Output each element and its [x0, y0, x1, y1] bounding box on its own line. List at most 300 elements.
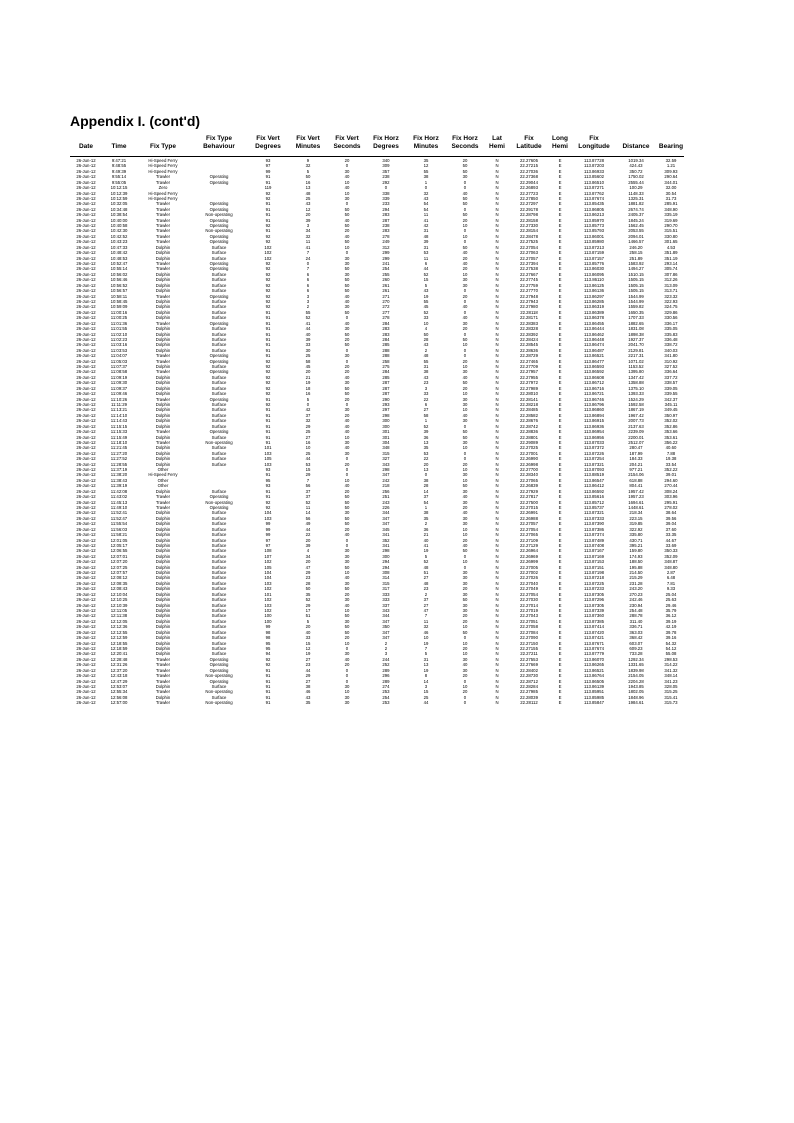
cell-horz-degrees: 289: [382, 667, 390, 673]
cell-distance: 1562.45: [628, 223, 644, 229]
cell-horz-seconds: 50: [462, 212, 468, 218]
cell-time: 12:08:35: [110, 580, 128, 586]
cell-distance: 609.23: [629, 645, 643, 651]
column-header-line2: Bearing: [658, 143, 684, 150]
cell-fix-type: Other: [157, 483, 169, 489]
cell-horz-degrees: 317: [382, 586, 390, 592]
cell-distance: 1510.15: [628, 271, 644, 277]
cell-horz-minutes: 44: [423, 700, 429, 706]
cell-horz-minutes: 39: [423, 239, 429, 245]
cell-behaviour: Surface: [211, 309, 227, 315]
cell-time: 12:12:36: [110, 624, 128, 630]
cell-horz-degrees: 309: [382, 163, 390, 169]
cell-horz-minutes: 33: [423, 391, 429, 397]
cell-longitude: 113.87321: [584, 461, 604, 467]
cell-horz-seconds: 30: [462, 591, 468, 597]
cell-fix-type: Dolphin: [155, 629, 171, 635]
cell-vert-minutes: 51: [305, 613, 311, 619]
cell-behaviour: Surface: [211, 564, 227, 570]
cell-fix-type: Dolphin: [155, 418, 171, 424]
column-header-line1: Fix Type: [206, 135, 232, 142]
cell-vert-minutes: 52: [305, 597, 311, 603]
cell-horz-minutes: 54: [423, 499, 429, 505]
cell-fix-type: Dolphin: [155, 537, 171, 543]
cell-longitude: 113.86936: [584, 423, 604, 429]
cell-horz-degrees: 327: [382, 456, 390, 462]
cell-horz-seconds: 10: [462, 445, 468, 451]
cell-vert-minutes: 56: [305, 483, 311, 489]
cell-bearing: 55.08: [665, 651, 677, 657]
cell-vert-seconds: 30: [344, 618, 350, 624]
cell-distance: 733.28: [629, 651, 643, 657]
cell-horz-degrees: 300: [382, 418, 390, 424]
cell-vert-seconds: 50: [344, 277, 350, 283]
cell-vert-degrees: 92: [265, 282, 271, 288]
cell-time: 11:27:52: [110, 456, 128, 462]
cell-long-hemi: E: [558, 228, 562, 234]
cell-vert-degrees: 101: [264, 591, 272, 597]
cell-behaviour: Surface: [211, 488, 227, 494]
cell-bearing: 351.19: [664, 255, 678, 261]
cell-lat-hemi: N: [495, 597, 499, 603]
cell-horz-seconds: 0: [463, 678, 467, 684]
cell-date: 26-Jun-12: [76, 374, 96, 380]
cell-behaviour: Surface: [211, 602, 227, 608]
cell-horz-minutes: 35: [423, 158, 429, 163]
cell-longitude: 113.85951: [584, 689, 604, 695]
cell-horz-seconds: 20: [462, 385, 468, 391]
cell-bearing: 312.26: [664, 277, 678, 283]
column-header-line1: Fix Horz: [452, 135, 478, 142]
cell-bearing: 348.90: [664, 206, 678, 212]
cell-date: 26-Jun-12: [76, 689, 96, 695]
cell-behaviour: Operating: [209, 217, 229, 223]
cell-fix-type: Dolphin: [155, 342, 171, 348]
cell-vert-minutes: 42: [305, 407, 311, 413]
cell-bearing: 270.44: [664, 483, 678, 489]
cell-long-hemi: E: [558, 364, 562, 370]
cell-longitude: 113.85435: [584, 201, 604, 207]
cell-bearing: 315.51: [664, 228, 678, 234]
cell-date: 26-Jun-12: [76, 396, 96, 402]
cell-horz-degrees: 340: [382, 158, 390, 163]
cell-long-hemi: E: [558, 326, 562, 332]
cell-lat-hemi: N: [495, 564, 499, 570]
cell-longitude: 113.87254: [584, 456, 604, 462]
cell-date: 26-Jun-12: [76, 580, 96, 586]
cell-horz-minutes: 28: [423, 336, 429, 342]
cell-date: 26-Jun-12: [76, 651, 96, 657]
cell-vert-seconds: 30: [344, 407, 350, 413]
cell-lat-hemi: N: [495, 613, 499, 619]
cell-fix-type: Dolphin: [155, 553, 171, 559]
cell-bearing: 341.23: [664, 678, 678, 684]
cell-distance: 2129.81: [628, 347, 644, 353]
cell-fix-type: Trawler: [155, 396, 171, 402]
cell-latitude: 22.28383: [520, 320, 538, 326]
cell-horz-minutes: 54: [423, 201, 429, 207]
cell-horz-seconds: 30: [462, 580, 468, 586]
cell-horz-minutes: 58: [423, 412, 429, 418]
cell-longitude: 113.87218: [584, 575, 604, 581]
cell-vert-minutes: 20: [305, 537, 311, 543]
cell-fix-type: Other: [157, 477, 169, 483]
cell-longitude: 113.87728: [584, 158, 604, 163]
cell-date: 26-Jun-12: [76, 645, 96, 651]
cell-vert-seconds: 40: [344, 575, 350, 581]
cell-horz-seconds: 40: [462, 662, 468, 668]
cell-latitude: 22.27090: [520, 635, 538, 641]
cell-distance: 1358.88: [628, 380, 644, 386]
cell-latitude: 22.27745: [520, 277, 538, 283]
cell-longitude: 113.85980: [584, 239, 604, 245]
cell-date: 26-Jun-12: [76, 179, 96, 185]
column-header-line1: [136, 135, 190, 143]
cell-long-hemi: E: [558, 575, 562, 581]
cell-horz-degrees: 345: [382, 526, 390, 532]
cell-vert-minutes: 50: [305, 586, 311, 592]
cell-vert-degrees: 99: [265, 526, 271, 532]
cell-date: 26-Jun-12: [76, 597, 96, 603]
cell-bearing: 340.03: [664, 347, 678, 353]
cell-vert-degrees: 91: [265, 206, 271, 212]
cell-latitude: 22.28545: [520, 342, 538, 348]
cell-vert-minutes: 2: [306, 304, 310, 310]
cell-distance: 1707.33: [628, 315, 644, 321]
cell-time: 11:43:02: [110, 494, 128, 500]
cell-behaviour: Surface: [211, 380, 227, 386]
cell-distance: 2512.07: [628, 439, 644, 445]
cell-vert-minutes: 14: [305, 510, 311, 516]
cell-longitude: 113.85602: [584, 174, 604, 180]
cell-vert-degrees: 105: [264, 456, 272, 462]
cell-distance: 1845.24: [628, 217, 644, 223]
cell-horz-degrees: 244: [382, 656, 390, 662]
cell-behaviour: Operating: [209, 494, 229, 500]
cell-distance: 2405.37: [628, 212, 644, 218]
cell-bearing: 39.56: [665, 515, 677, 521]
cell-fix-type: Dolphin: [155, 559, 171, 565]
cell-behaviour: Operating: [209, 233, 229, 239]
cell-time: 12:11:38: [110, 613, 128, 619]
cell-latitude: 22.28392: [520, 331, 538, 337]
cell-lat-hemi: N: [495, 336, 499, 342]
cell-latitude: 22.27019: [520, 608, 538, 614]
cell-time: 12:56:08: [110, 694, 128, 700]
cell-longitude: 113.86547: [584, 477, 604, 483]
cell-vert-seconds: 10: [344, 190, 350, 196]
cell-horz-seconds: 40: [462, 304, 468, 310]
cell-lat-hemi: N: [495, 320, 499, 326]
cell-latitude: 22.27667: [520, 271, 538, 277]
cell-bearing: 336.64: [664, 369, 678, 375]
cell-fix-type: Dolphin: [155, 624, 171, 630]
cell-longitude: 113.87386: [584, 526, 604, 532]
cell-vert-minutes: 32: [305, 163, 311, 169]
cell-fix-type: Trawler: [155, 369, 171, 375]
cell-vert-degrees: 102: [264, 597, 272, 603]
cell-fix-type: Dolphin: [155, 304, 171, 310]
cell-long-hemi: E: [558, 168, 562, 174]
cell-bearing: 35.79: [665, 608, 677, 614]
cell-latitude: 22.26988: [520, 515, 538, 521]
cell-date: 26-Jun-12: [76, 266, 96, 272]
cell-horz-minutes: 54: [423, 206, 429, 212]
cell-longitude: 113.86378: [584, 315, 604, 321]
cell-horz-minutes: 1: [424, 179, 428, 185]
cell-latitude: 22.27850: [520, 195, 538, 201]
cell-vert-seconds: 30: [344, 580, 350, 586]
cell-horz-degrees: 350: [382, 624, 390, 630]
cell-date: 26-Jun-12: [76, 467, 96, 473]
cell-vert-degrees: 92: [265, 364, 271, 370]
cell-lat-hemi: N: [495, 195, 499, 201]
cell-lat-hemi: N: [495, 293, 499, 299]
cell-date: 26-Jun-12: [76, 401, 96, 407]
cell-longitude: 113.85970: [584, 217, 604, 223]
cell-horz-degrees: 287: [382, 385, 390, 391]
cell-time: 11:09:19: [110, 374, 128, 380]
cell-fix-type: Dolphin: [155, 315, 171, 321]
cell-behaviour: Operating: [209, 662, 229, 668]
column-header-vert-seconds: [328, 135, 366, 151]
cell-long-hemi: E: [558, 369, 562, 375]
cell-long-hemi: E: [558, 624, 562, 630]
cell-horz-degrees: 285: [382, 374, 390, 380]
cell-horz-seconds: 30: [462, 570, 468, 576]
cell-vert-degrees: 92: [265, 401, 271, 407]
cell-bearing: 338.72: [664, 342, 678, 348]
cell-fix-type: Dolphin: [155, 456, 171, 462]
cell-longitude: 113.87213: [584, 244, 604, 250]
cell-lat-hemi: N: [495, 434, 499, 440]
cell-fix-type: Dolphin: [155, 683, 171, 689]
cell-distance: 1750.02: [628, 174, 644, 180]
cell-bearing: 30.54: [665, 190, 677, 196]
cell-vert-seconds: 50: [344, 494, 350, 500]
cell-time: 12:06:55: [110, 548, 128, 554]
cell-bearing: 338.57: [664, 380, 678, 386]
cell-distance: 2154.06: [628, 472, 644, 478]
cell-latitude: 22.27026: [520, 575, 538, 581]
cell-horz-minutes: 31: [423, 364, 429, 370]
cell-vert-minutes: 24: [305, 255, 311, 261]
cell-distance: 350.72: [629, 168, 643, 174]
cell-bearing: 25.04: [665, 591, 677, 597]
cell-vert-minutes: 25: [305, 353, 311, 359]
cell-horz-minutes: 2: [424, 591, 428, 597]
cell-latitude: 22.28478: [520, 233, 538, 239]
cell-distance: 618.88: [629, 477, 643, 483]
cell-vert-minutes: 43: [305, 201, 311, 207]
cell-horz-degrees: 294: [382, 564, 390, 570]
cell-fix-type: Trawler: [155, 239, 171, 245]
cell-horz-seconds: 0: [463, 206, 467, 212]
cell-horz-degrees: 284: [382, 369, 390, 375]
cell-fix-type: Trawler: [155, 700, 171, 706]
cell-vert-minutes: 37: [305, 494, 311, 500]
cell-lat-hemi: N: [495, 570, 499, 576]
cell-fix-type: Dolphin: [155, 542, 171, 548]
cell-horz-seconds: 50: [462, 201, 468, 207]
cell-latitude: 22.28328: [520, 326, 538, 332]
cell-vert-minutes: 19: [305, 380, 311, 386]
cell-time: 10:38:54: [110, 212, 128, 218]
cell-fix-type: Trawler: [155, 662, 171, 668]
cell-horz-seconds: 0: [463, 309, 467, 315]
cell-longitude: 113.87093: [584, 467, 604, 473]
cell-horz-minutes: 0: [424, 185, 428, 191]
cell-distance: 1650.35: [628, 309, 644, 315]
cell-horz-degrees: 261: [382, 282, 390, 288]
cell-latitude: 22.28141: [520, 396, 538, 402]
cell-vert-minutes: 39: [305, 217, 311, 223]
cell-distance: 1943.85: [628, 683, 644, 689]
cell-distance: 243.20: [629, 586, 643, 592]
cell-date: 26-Jun-12: [76, 342, 96, 348]
cell-date: 26-Jun-12: [76, 293, 96, 299]
cell-vert-seconds: 0: [345, 645, 349, 651]
cell-lat-hemi: N: [495, 651, 499, 657]
cell-lat-hemi: N: [495, 700, 499, 706]
cell-time: 10:42:52: [110, 233, 128, 239]
cell-horz-seconds: 50: [462, 163, 468, 169]
column-header-line2: Seconds: [333, 143, 361, 150]
cell-time: 11:45:13: [110, 499, 128, 505]
cell-vert-degrees: 97: [265, 163, 271, 169]
cell-behaviour: Surface: [211, 298, 227, 304]
cell-bearing: 315.41: [664, 694, 678, 700]
cell-vert-minutes: 12: [305, 645, 311, 651]
cell-horz-seconds: 30: [462, 608, 468, 614]
cell-distance: 1331.65: [628, 662, 644, 668]
cell-distance: 1802.05: [628, 689, 644, 695]
cell-time: 12:12:55: [110, 629, 128, 635]
cell-date: 26-Jun-12: [76, 483, 96, 489]
cell-horz-minutes: 28: [423, 483, 429, 489]
cell-vert-minutes: 52: [305, 315, 311, 321]
cell-horz-minutes: 47: [423, 608, 429, 614]
cell-vert-seconds: 0: [345, 537, 349, 543]
cell-vert-minutes: 48: [305, 190, 311, 196]
cell-vert-seconds: 40: [344, 602, 350, 608]
cell-latitude: 22.27043: [520, 613, 538, 619]
cell-vert-degrees: 102: [264, 608, 272, 614]
cell-vert-seconds: 20: [344, 158, 350, 163]
cell-date: 26-Jun-12: [76, 461, 96, 467]
cell-fix-type: Dolphin: [155, 309, 171, 315]
cell-bearing: 351.89: [664, 250, 678, 256]
cell-distance: 251.89: [629, 255, 643, 261]
cell-horz-seconds: 30: [462, 282, 468, 288]
cell-behaviour: Surface: [211, 407, 227, 413]
cell-vert-minutes: 10: [305, 445, 311, 451]
cell-distance: 1393.33: [628, 391, 644, 397]
cell-date: 26-Jun-12: [76, 228, 96, 234]
cell-bearing: 54.32: [665, 640, 677, 646]
column-header-line1: Fix Vert: [335, 135, 359, 142]
cell-long-hemi: E: [558, 271, 562, 277]
cell-horz-minutes: 33: [423, 315, 429, 321]
column-header-line1: [656, 135, 686, 143]
cell-long-hemi: E: [558, 255, 562, 261]
cell-longitude: 113.86462: [584, 331, 604, 337]
cell-long-hemi: E: [558, 293, 562, 299]
cell-horz-seconds: 10: [462, 640, 468, 646]
cell-fix-type: Dolphin: [155, 635, 171, 641]
cell-lat-hemi: N: [495, 429, 499, 435]
cell-horz-degrees: 293: [382, 401, 390, 407]
cell-distance: 804.41: [629, 483, 643, 489]
cell-longitude: 113.87169: [584, 553, 604, 559]
cell-fix-type: Trawler: [155, 353, 171, 359]
cell-time: 10:59:09: [110, 304, 128, 310]
cell-long-hemi: E: [558, 667, 562, 673]
cell-longitude: 113.86915: [584, 418, 604, 424]
cell-longitude: 113.87033: [584, 439, 604, 445]
column-header-date: [70, 135, 102, 151]
cell-horz-minutes: 11: [423, 255, 429, 261]
cell-fix-type: Hi-Speed Ferry: [148, 190, 178, 196]
cell-lat-hemi: N: [495, 542, 499, 548]
cell-time: 11:42:08: [110, 488, 128, 494]
cell-behaviour: Operating: [209, 201, 229, 207]
cell-behaviour: Operating: [209, 261, 229, 267]
cell-behaviour: Surface: [211, 548, 227, 554]
cell-latitude: 22.27054: [520, 526, 538, 532]
cell-fix-type: Trawler: [155, 358, 171, 364]
cell-fix-type: Dolphin: [155, 461, 171, 467]
cell-distance: 1592.58: [628, 401, 644, 407]
cell-long-hemi: E: [558, 418, 562, 424]
cell-horz-minutes: 3: [424, 385, 428, 391]
cell-bearing: 339.55: [664, 391, 678, 397]
cell-longitude: 113.86716: [584, 385, 604, 391]
cell-latitude: 22.26839: [520, 483, 538, 489]
cell-date: 26-Jun-12: [76, 261, 96, 267]
cell-latitude: 22.27014: [520, 602, 538, 608]
table-row: [70, 700, 684, 705]
cell-vert-seconds: 40: [344, 429, 350, 435]
cell-latitude: 22.27129: [520, 542, 538, 548]
cell-vert-seconds: 0: [345, 472, 349, 478]
cell-vert-degrees: 93: [265, 483, 271, 489]
cell-time: 11:52:41: [110, 510, 128, 516]
column-header-fix-type: [136, 135, 190, 151]
cell-bearing: 290.64: [664, 174, 678, 180]
cell-long-hemi: E: [558, 586, 562, 592]
cell-bearing: 33.54: [665, 461, 677, 467]
cell-time: 10:56:52: [110, 282, 128, 288]
cell-vert-minutes: 29: [305, 602, 311, 608]
cell-vert-seconds: 20: [344, 369, 350, 375]
cell-distance: 1967.42: [628, 412, 644, 418]
cell-horz-seconds: 50: [462, 195, 468, 201]
cell-date: 26-Jun-12: [76, 309, 96, 315]
cell-bearing: 348.14: [664, 673, 678, 679]
cell-fix-type: Trawler: [155, 293, 171, 299]
cell-longitude: 113.86593: [584, 364, 604, 370]
cell-lat-hemi: N: [495, 456, 499, 462]
cell-longitude: 113.87408: [584, 542, 604, 548]
cell-fix-type: Dolphin: [155, 412, 171, 418]
cell-horz-minutes: 38: [423, 174, 429, 180]
cell-latitude: 22.27065: [520, 477, 538, 483]
cell-latitude: 22.27054: [520, 244, 538, 250]
cell-vert-degrees: 91: [265, 228, 271, 234]
cell-horz-minutes: 3: [424, 683, 428, 689]
cell-lat-hemi: N: [495, 347, 499, 353]
